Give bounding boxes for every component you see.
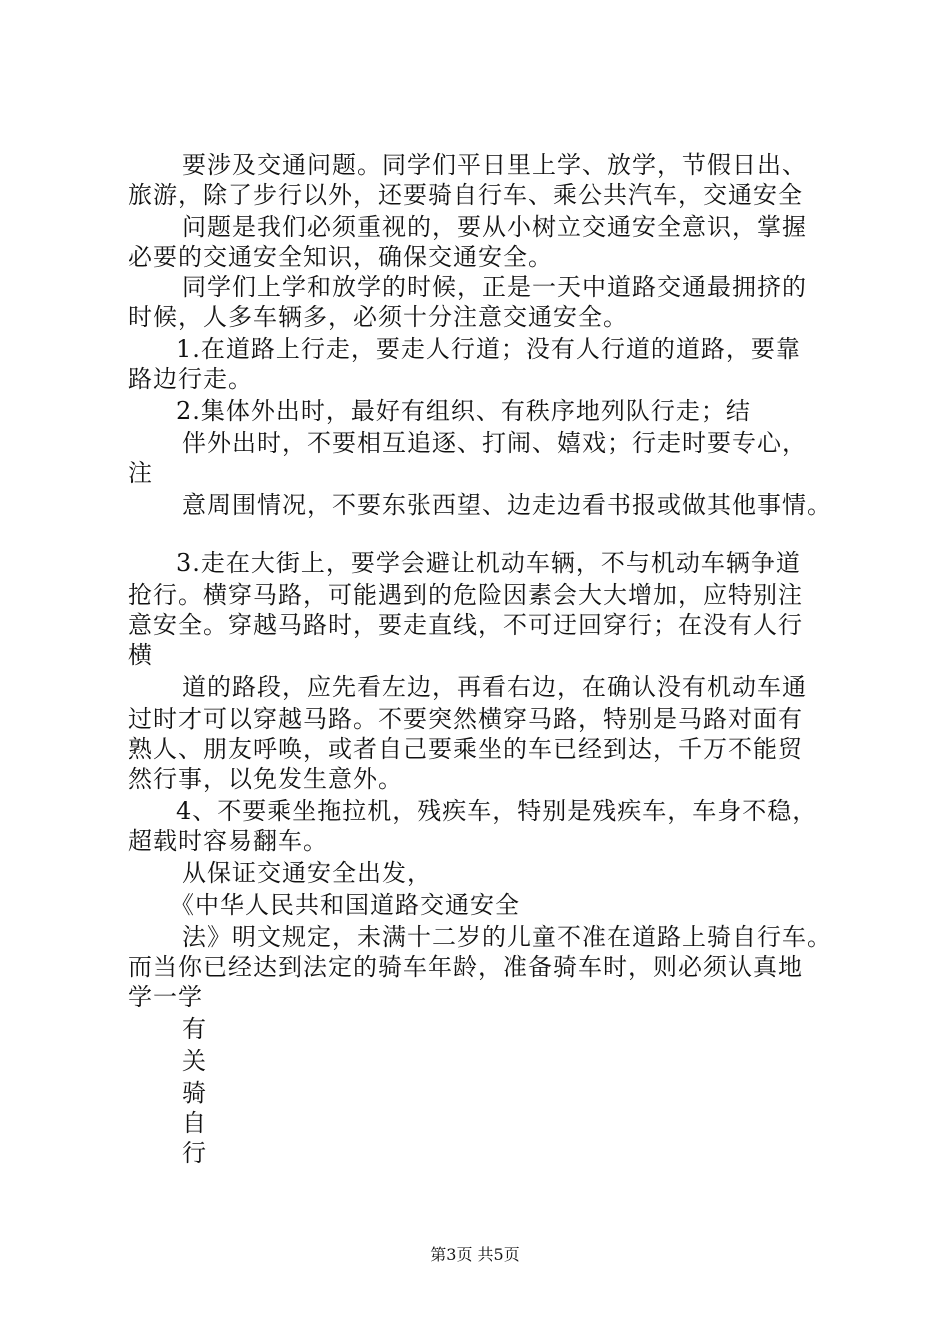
body-line-25: 法》明文规定，未满十二岁的儿童不准在道路上骑自行车。 [182,923,832,951]
body-line-15: 意安全。穿越马路时，要走直线，不可迂回穿行；在没有人行 [128,611,803,639]
body-line-17: 道的路段，应先看左边，再看右边，在确认没有机动车通 [182,673,807,701]
body-line-10: 伴外出时，不要相互追逐、打闹、嬉戏；行走时要专心， [182,429,807,457]
body-line-6: 时候，人多车辆多，必须十分注意交通安全。 [128,303,628,331]
body-line-3: 问题是我们必须重视的，要从小树立交通安全意识，掌握 [182,213,807,241]
body-line-9: 2.集体外出时，最好有组织、有秩序地列队行走；结 [176,397,751,425]
body-line-28: 有 [182,1015,207,1043]
body-line-26: 而当你已经达到法定的骑车年龄，准备骑车时，则必须认真地 [128,953,803,981]
body-line-32: 行 [182,1139,207,1167]
body-line-27: 学一学 [128,983,203,1011]
body-line-18: 过时才可以穿越马路。不要突然横穿马路，特别是马路对面有 [128,705,803,733]
body-line-13: 3.走在大街上，要学会避让机动车辆，不与机动车辆争道 [176,549,801,577]
body-line-8: 路边行走。 [128,365,253,393]
body-line-23: 从保证交通安全出发， [182,859,432,887]
body-line-14: 抢行。横穿马路，可能遇到的危险因素会大大增加，应特别注 [128,581,803,609]
body-line-29: 关 [182,1047,207,1075]
body-line-16: 横 [128,641,153,669]
body-line-30: 骑 [182,1079,207,1107]
body-line-1: 要涉及交通问题。同学们平日里上学、放学，节假日出、 [182,151,807,179]
body-line-19: 熟人、朋友呼唤，或者自己要乘坐的车已经到达，千万不能贸 [128,735,803,763]
body-line-21: 4、不要乘坐拖拉机，残疾车，特别是残疾车，车身不稳， [176,797,818,825]
body-line-22: 超载时容易翻车。 [128,827,328,855]
body-line-11: 注 [128,459,153,487]
body-line-7: 1.在道路上行走，要走人行道；没有人行道的道路，要靠 [176,335,801,363]
body-line-20: 然行事，以免发生意外。 [128,765,403,793]
body-line-4: 必要的交通安全知识，确保交通安全。 [128,243,553,271]
body-line-12: 意周围情况，不要东张西望、边走边看书报或做其他事情。 [182,491,832,519]
body-line-24: 《中华人民共和国道路交通安全 [170,891,520,919]
body-line-2: 旅游，除了步行以外，还要骑自行车、乘公共汽车，交通安全 [128,181,803,209]
page-number-footer: 第3页 共5页 [430,1245,520,1264]
body-line-31: 自 [182,1109,207,1137]
body-line-5: 同学们上学和放学的时候，正是一天中道路交通最拥挤的 [182,273,807,301]
